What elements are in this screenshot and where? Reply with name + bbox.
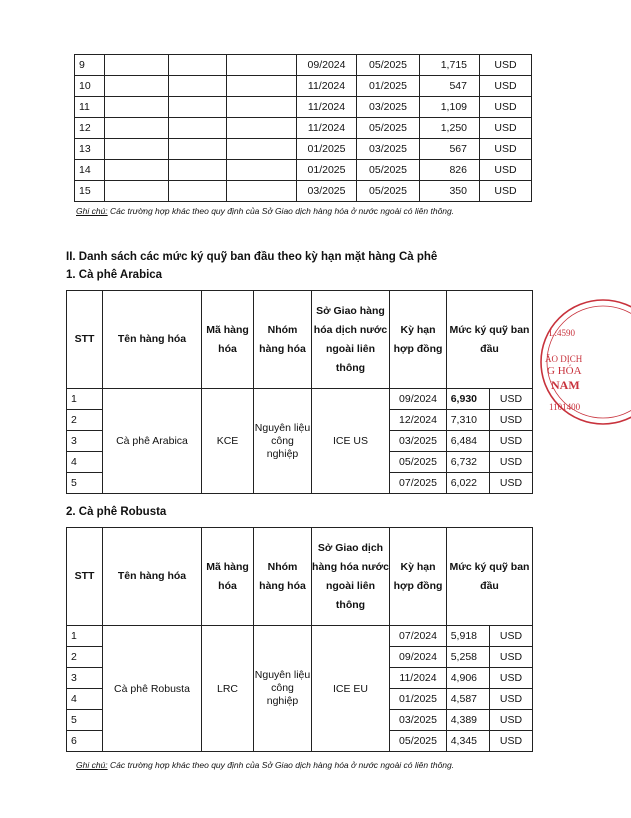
row-value: 1,250 <box>420 118 480 139</box>
robusta-title: 2. Cà phê Robusta <box>66 506 167 518</box>
row-currency: USD <box>490 710 533 731</box>
row-stt: 6 <box>67 731 103 752</box>
row-currency: USD <box>480 76 532 97</box>
row-term: 01/2025 <box>390 689 447 710</box>
row-term: 09/2024 <box>390 647 447 668</box>
header-group: Nhóm hàng hóa <box>254 291 312 389</box>
row-currency: USD <box>480 118 532 139</box>
row-stt: 5 <box>67 473 103 494</box>
row-period: 11/2024 <box>297 118 357 139</box>
row-term: 05/2025 <box>390 731 447 752</box>
empty-cell <box>105 160 169 181</box>
row-value: 4,906 <box>447 668 490 689</box>
empty-cell <box>105 118 169 139</box>
table-row <box>75 181 532 202</box>
row-period: 03/2025 <box>297 181 357 202</box>
row-term: 11/2024 <box>390 668 447 689</box>
empty-cell <box>105 97 169 118</box>
row-expiry: 05/2025 <box>357 160 420 181</box>
header-name: Tên hàng hóa <box>103 291 202 389</box>
row-stt: 13 <box>75 139 105 160</box>
table-row <box>75 76 532 97</box>
empty-cell <box>169 139 227 160</box>
product-code: LRC <box>202 626 254 752</box>
table-row <box>67 626 533 647</box>
empty-cell <box>169 76 227 97</box>
row-value: 1,715 <box>420 55 480 76</box>
row-currency: USD <box>490 668 533 689</box>
row-stt: 2 <box>67 647 103 668</box>
section-2-title: II. Danh sách các mức ký quỹ ban đầu theo kỳ hạn mặt hàng Cà phê <box>66 251 438 263</box>
stamp-seal <box>541 296 631 428</box>
header-code: Mã hàng hóa <box>202 291 254 389</box>
header-term: Kỳ hạn hợp đồng <box>390 291 447 389</box>
row-term: 03/2025 <box>390 710 447 731</box>
row-currency: USD <box>490 731 533 752</box>
row-stt: 5 <box>67 710 103 731</box>
row-value: 4,345 <box>447 731 490 752</box>
row-value: 6,484 <box>447 431 490 452</box>
row-term: 07/2024 <box>390 626 447 647</box>
row-expiry: 05/2025 <box>357 181 420 202</box>
row-term: 07/2025 <box>390 473 447 494</box>
note-1: Ghi chú: Các trường hợp khác theo quy định của Sở Giao dịch hàng hóa ở nước ngoài có liên thông. <box>76 206 455 216</box>
header-code: Mã hàng hóa <box>202 528 254 626</box>
note-2: Ghi chú: Các trường hợp khác theo quy định của Sở Giao dịch hàng hóa ở nước ngoài có liên thông. <box>76 760 455 770</box>
empty-cell <box>105 181 169 202</box>
empty-cell <box>169 97 227 118</box>
header-name: Tên hàng hóa <box>103 528 202 626</box>
empty-cell <box>169 118 227 139</box>
row-currency: USD <box>490 689 533 710</box>
row-currency: USD <box>490 452 533 473</box>
empty-cell <box>227 76 297 97</box>
stamp-line-4: NAM <box>551 378 580 392</box>
row-currency: USD <box>480 97 532 118</box>
table-row <box>75 97 532 118</box>
row-term: 12/2024 <box>390 410 447 431</box>
row-expiry: 01/2025 <box>357 76 420 97</box>
row-currency: USD <box>490 626 533 647</box>
row-expiry: 05/2025 <box>357 55 420 76</box>
table-row <box>67 389 533 410</box>
product-exchange: ICE US <box>312 389 390 494</box>
row-expiry: 03/2025 <box>357 139 420 160</box>
row-currency: USD <box>480 181 532 202</box>
row-currency: USD <box>490 473 533 494</box>
row-stt: 14 <box>75 160 105 181</box>
row-currency: USD <box>480 160 532 181</box>
empty-cell <box>105 76 169 97</box>
product-group: Nguyên liệu công nghiệp <box>254 389 312 494</box>
empty-cell <box>169 55 227 76</box>
row-stt: 10 <box>75 76 105 97</box>
row-period: 01/2025 <box>297 139 357 160</box>
header-group: Nhóm hàng hóa <box>254 528 312 626</box>
empty-cell <box>227 118 297 139</box>
product-name: Cà phê Arabica <box>103 389 202 494</box>
row-value: 6,930 <box>447 389 490 410</box>
row-value: 350 <box>420 181 480 202</box>
row-expiry: 05/2025 <box>357 118 420 139</box>
row-value: 7,310 <box>447 410 490 431</box>
row-value: 5,258 <box>447 647 490 668</box>
product-exchange: ICE EU <box>312 626 390 752</box>
row-currency: USD <box>490 389 533 410</box>
empty-cell <box>227 139 297 160</box>
empty-cell <box>227 55 297 76</box>
row-currency: USD <box>490 647 533 668</box>
table-continuation <box>74 54 532 202</box>
row-currency: USD <box>490 431 533 452</box>
row-term: 09/2024 <box>390 389 447 410</box>
stamp-line-2: ÃO DỊCH <box>545 354 583 364</box>
row-value: 567 <box>420 139 480 160</box>
table-row <box>75 139 532 160</box>
empty-cell <box>105 139 169 160</box>
row-currency: USD <box>480 55 532 76</box>
header-term: Kỳ hạn hợp đồng <box>390 528 447 626</box>
row-stt: 2 <box>67 410 103 431</box>
row-value: 4,587 <box>447 689 490 710</box>
robusta-table <box>66 527 533 752</box>
row-period: 01/2025 <box>297 160 357 181</box>
empty-cell <box>105 55 169 76</box>
header-exchange: Sở Giao dịch hàng hóa nước ngoài liên thông <box>312 528 390 626</box>
row-value: 5,918 <box>447 626 490 647</box>
empty-cell <box>227 97 297 118</box>
row-stt: 4 <box>67 689 103 710</box>
header-stt: STT <box>67 528 103 626</box>
row-stt: 1 <box>67 389 103 410</box>
row-value: 1,109 <box>420 97 480 118</box>
header-stt: STT <box>67 291 103 389</box>
row-stt: 11 <box>75 97 105 118</box>
row-period: 09/2024 <box>297 55 357 76</box>
row-term: 05/2025 <box>390 452 447 473</box>
row-value: 6,732 <box>447 452 490 473</box>
stamp-line-1: L:4590 <box>549 328 575 338</box>
product-name: Cà phê Robusta <box>103 626 202 752</box>
row-currency: USD <box>480 139 532 160</box>
header-exchange: Sở Giao hàng hóa dịch nước ngoài liên thông <box>312 291 390 389</box>
row-stt: 15 <box>75 181 105 202</box>
row-stt: 3 <box>67 668 103 689</box>
row-value: 6,022 <box>447 473 490 494</box>
empty-cell <box>227 181 297 202</box>
row-value: 826 <box>420 160 480 181</box>
empty-cell <box>169 181 227 202</box>
row-expiry: 03/2025 <box>357 97 420 118</box>
product-code: KCE <box>202 389 254 494</box>
arabica-title: 1. Cà phê Arabica <box>66 269 163 281</box>
row-period: 11/2024 <box>297 97 357 118</box>
row-value: 4,389 <box>447 710 490 731</box>
stamp-line-5: 1101400 <box>549 402 581 412</box>
product-group: Nguyên liệu công nghiệp <box>254 626 312 752</box>
header-margin: Mức ký quỹ ban đầu <box>447 528 533 626</box>
row-currency: USD <box>490 410 533 431</box>
row-stt: 3 <box>67 431 103 452</box>
empty-cell <box>227 160 297 181</box>
empty-cell <box>169 160 227 181</box>
row-value: 547 <box>420 76 480 97</box>
stamp-line-3: G HÓA <box>547 365 582 377</box>
header-margin: Mức ký quỹ ban đầu <box>447 291 533 389</box>
row-stt: 1 <box>67 626 103 647</box>
row-term: 03/2025 <box>390 431 447 452</box>
row-stt: 12 <box>75 118 105 139</box>
arabica-table <box>66 290 533 494</box>
table-row <box>75 55 532 76</box>
row-period: 11/2024 <box>297 76 357 97</box>
table-row <box>75 160 532 181</box>
row-stt: 4 <box>67 452 103 473</box>
table-row <box>75 118 532 139</box>
row-stt: 9 <box>75 55 105 76</box>
